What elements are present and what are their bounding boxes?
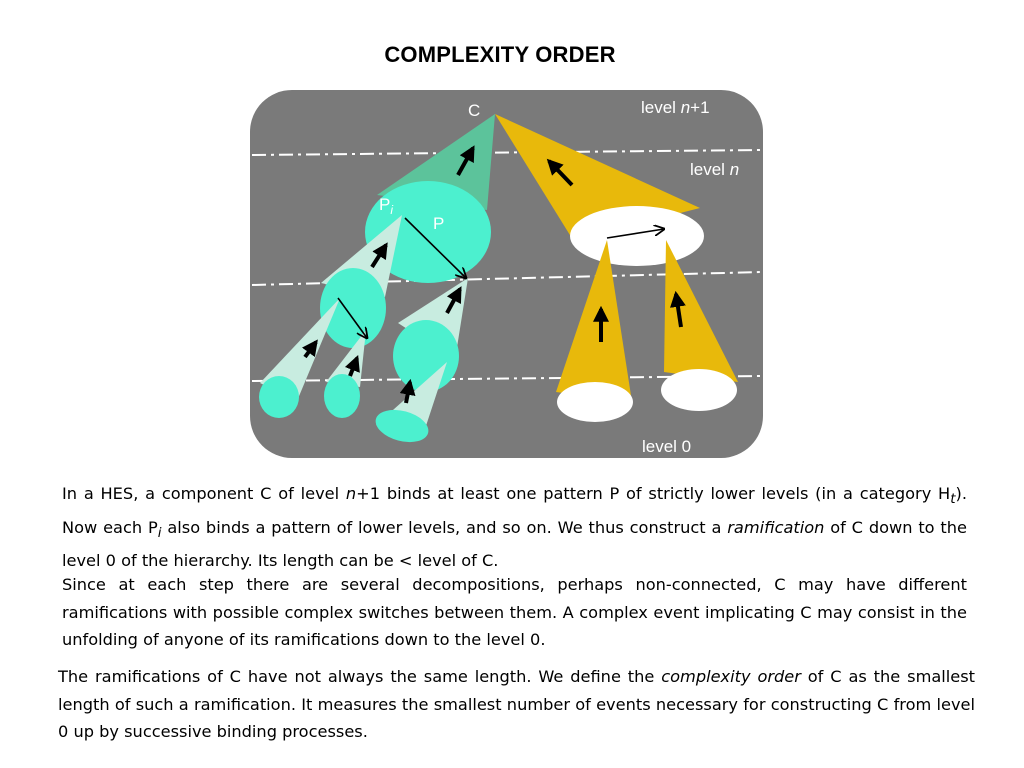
pattern-ellipse-1 — [320, 268, 386, 348]
label-level-n: level n — [690, 160, 740, 179]
label-level-n-plus-1: level n+1 — [641, 98, 710, 117]
leaf-ellipse-2 — [324, 374, 360, 418]
yellow-leaf-left — [557, 382, 633, 422]
yellow-leaf-right — [661, 369, 737, 411]
paragraph-definition: In a HES, a component C of level n+1 binds at least one pattern P of strictly lower levels (in a category $H_t$). Now each $P_i$ also binds a pattern of lower levels, and so on. We thus construct a ramification of C down to the level 0 of the hierarchy. Its length can be < level of C. — [62, 484, 967, 571]
label-c: C — [468, 101, 481, 120]
label-pi: $P_i$ — [379, 195, 394, 217]
page-title: COMPLEXITY ORDER — [384, 42, 616, 67]
label-p: P — [433, 214, 445, 233]
paragraph-ramifications: Since at each step there are several decompositions, perhaps non-connected, C may have different ramifications with possible complex switches between them. A complex event implicating C may consist in the unfolding of anyone of its ramifications down to the level 0. — [62, 575, 967, 649]
yellow-pattern-ellipse — [570, 206, 704, 266]
label-level-0: level 0 — [642, 437, 692, 456]
paragraph-complexity-order: The ramifications of C have not always the same length. We define the complexity order of C as the smallest length of such a ramification. It measures the smallest number of events necessary for constructing C from level 0 up by successive binding processes. — [58, 667, 975, 741]
leaf-ellipse-1 — [259, 376, 299, 418]
